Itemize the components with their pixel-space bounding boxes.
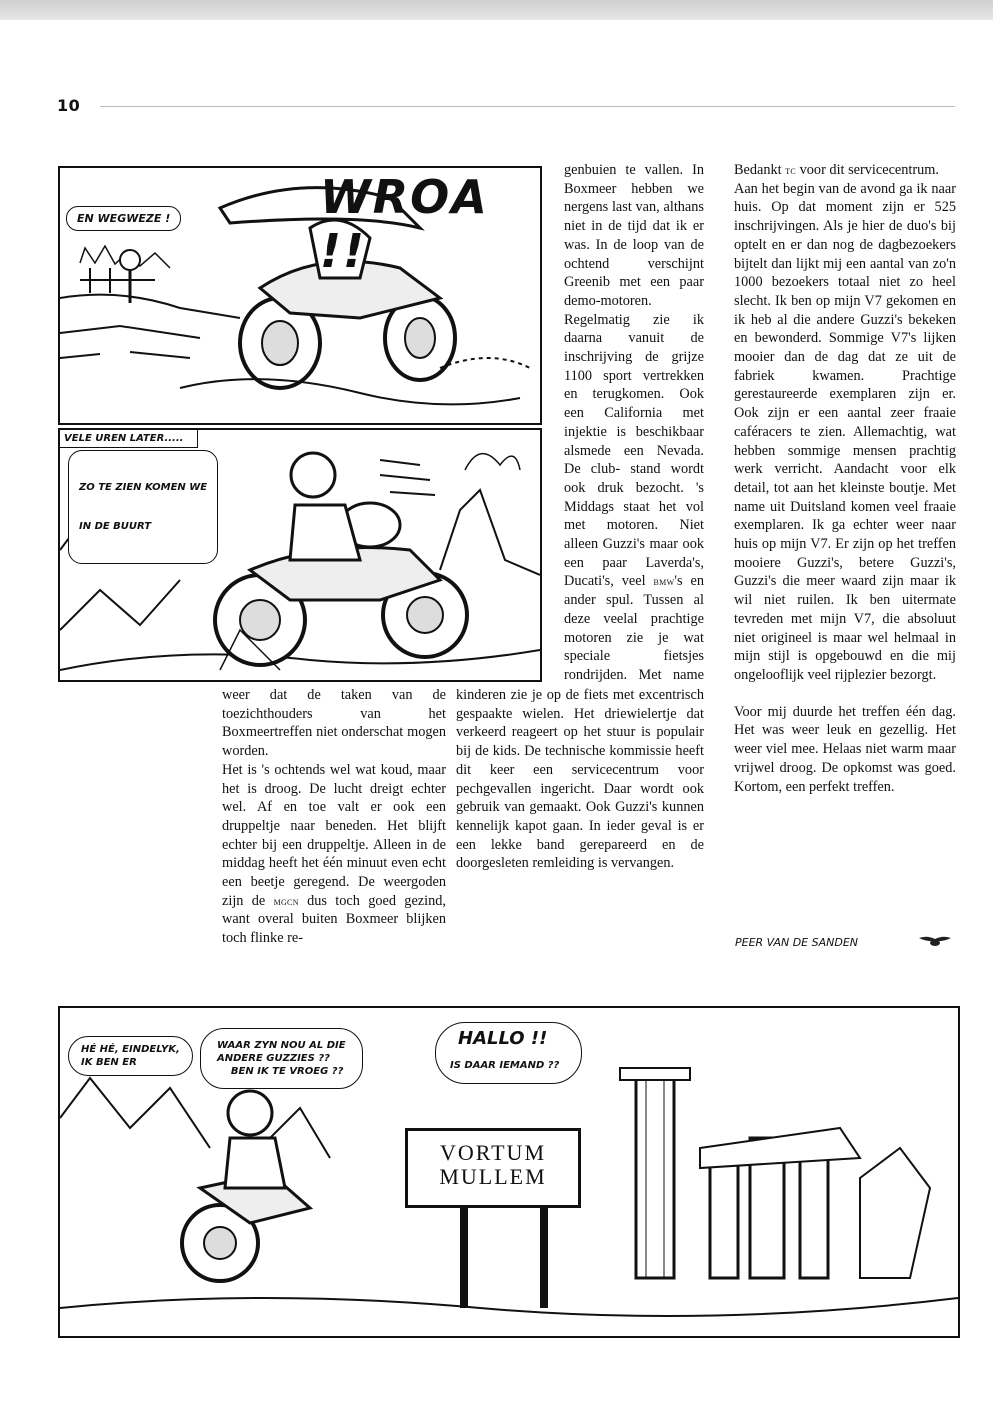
panel-1-sound-effect: WROA !!: [320, 170, 489, 278]
panel-2-caption-bubble: [68, 450, 218, 564]
article-author: PEER VAN DE SANDEN: [735, 936, 859, 949]
guzzi-eagle-logo-icon: [918, 934, 952, 948]
panel-3-bubble-2: WAAR ZYN NOU AL DIE ANDERE GUZZIES ?? BEN IK TE VROEG ??: [200, 1028, 363, 1089]
article-column-2: [564, 161, 704, 685]
panel-2-bubble-line-1: ZO TE ZIEN KOMEN WE: [79, 482, 208, 493]
col1-p2-smallcaps: mgcn: [273, 893, 299, 908]
col3-paragraph-3: Voor mij duurde het treffen één dag. Het was weer leuk en gezellig. Het weer viel mee. Helaas niet warm maar vrijwel droog. De opkomst was goed. Kortom, een perfekt treffen.: [734, 703, 956, 795]
col2-paragraph-1-top: [564, 161, 704, 685]
col3-p1-text-b: voor dit servicecentrum.: [796, 162, 939, 178]
comic-panel-1: [58, 166, 542, 425]
page-number: 10: [57, 96, 81, 115]
comic-panel-3: [58, 1006, 960, 1338]
panel-1-caption: EN WEGWEZE !: [66, 206, 181, 231]
header-rule: [100, 106, 955, 107]
col1-paragraph-1: weer dat de taken van de toezichthouders van het Boxmeertreffen niet onderschat mogen worden.: [222, 687, 446, 760]
col1-p2-text-b: dus toch goed gezind, want overal buiten Boxmeer blijken toch flinke re-: [222, 892, 446, 947]
col1-paragraph-2: [222, 761, 446, 948]
panel-3-bubble-3-shout: HALLO !!: [458, 1028, 548, 1049]
col2-paragraph-1-rest: kinderen zie je op de fiets met excentrisch gespaakte wielen. Het driewielertje dat verkeerd reageert op het stuur is populair bij de kids. De technische kommissie heeft dit keer een servicecentrum voor pechgevallen ingericht. Daar wordt ook gebruik van gemaakt. Ook Guzzi's kunnen kennelijk kapot gaan. In ieder geval is er een lekke band gerepareerd en de doorgesleten remleiding is vervangen.: [456, 687, 704, 872]
col2-p1-text-b: 's en ander spul. Tussen al deze veelal prachtige motoren zie je wat speciale fietsjes rondrijden. Met name: [564, 573, 704, 683]
panel-3-bubble-1: HÉ HÉ, EINDELYK, IK BEN ER: [68, 1036, 193, 1076]
article-column-1: [222, 686, 446, 948]
col3-p1-text-a: Bedankt: [734, 162, 786, 178]
panel-3-bubble-3: [435, 1022, 582, 1084]
col1-p2-text-a: Het is 's ochtends wel wat koud, maar het is droog. De lucht dreigt echter wel. Af en toe valt er ook een druppeltje naar beneden. Het blijft echter bij een druppeltje. Alleen in de middag heeft het één minuut even echt een beetje geregend. De weergoden zijn de: [222, 761, 446, 909]
panel-2-bubble-line-2: IN DE BUURT: [79, 521, 152, 532]
col3-p1-smallcaps: tc: [785, 163, 797, 177]
scan-top-bar: [0, 0, 993, 20]
village-sign-text: VORTUM MULLEM: [439, 1140, 547, 1189]
article-column-3: [734, 161, 956, 796]
col2-p1-smallcaps: bmw: [653, 574, 675, 589]
panel-2-caption-box: VELE UREN LATER.....: [60, 430, 198, 448]
col2-p1-text-a: genbuien te vallen. In Boxmeer hebben we nergens last van, althans niet in de tijd dat ik er was. In de loop van de ochtend verschijnt Greenib met een paar demo-motoren. Regelmatig zie ik daarna vanuit de inschrijving de grijze 1100 sport vertrekken en terugkomen. Ook een California met injektie is beschikbaar alsmede een Nevada. De club- stand wordt ook druk bezocht. 's Middags staat het vol met motoren. Niet alleen Guzzi's maar ook een paar Laverda's, Ducati's, veel: [564, 162, 704, 590]
col3-paragraph-1: [734, 161, 956, 180]
col3-paragraph-2: Aan het begin van de avond ga ik naar huis. Op dat moment zijn er 525 inschrijvingen. Als je hier de duo's bij optelt en er dan nog de dagbezoekers bijtelt dan lijkt mij een aantal van zo'n 1000 bezoekers totaal niet zo heel slecht. Ik ben op mijn V7 gekomen en ik heb al die andere Guzzi's bekeken en bewonderd. Sommige V7's lijken mooier dan de dag dat ze uit de fabriek kwamen. Prachtige gerestaureerde exemplaren zijn er. Ook zijn er een aantal zeer fraaie caféracers te zien. Allemachtig, wat hebben sommige mensen prachtig werk verricht. Aandacht voor elk detail, tot aan het kleinste boutje. Met name uit Duitsland komen veel fraaie exemplaren. Ik ga echter weer naar huis op mijn V7. Er zijn op het treffen mooiere Guzzi's, betere Guzzi's, Guzzi's die meer waard zijn maar ik wil niet ruilen. Ik ben uitermate tevreden met mijn V7, die absoluut niet origineel is maar wel helmaal in mijn stijl is opgebouwd en die mij ongelooflijk veel rijplezier bezorgt.: [734, 180, 956, 683]
article-column-2-wide: [456, 686, 704, 976]
village-sign: [405, 1128, 581, 1208]
comic-panel-2: [58, 428, 542, 682]
panel-3-bubble-3-text: IS DAAR IEMAND ??: [450, 1060, 560, 1071]
